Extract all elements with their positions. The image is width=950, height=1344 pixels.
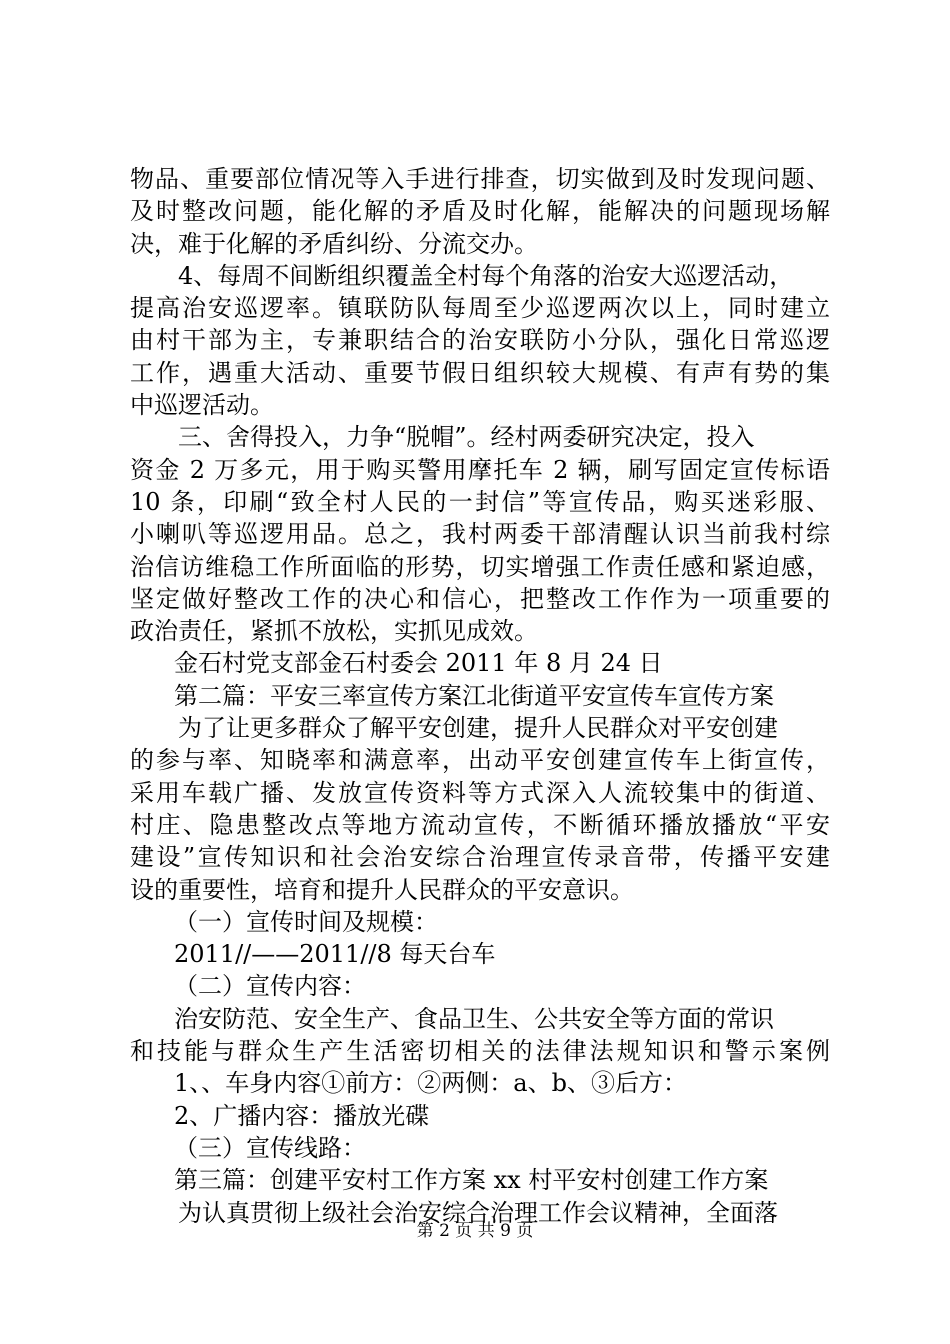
text-line: 10 条，印刷“致全村人民的一封信”等宣传品，购买迷彩服、 bbox=[130, 487, 830, 516]
section-heading: 第二篇：平安三率宣传方案江北街道平安宣传车宣传方案 bbox=[174, 681, 774, 710]
text-line: 工作，遇重大活动、重要节假日组织较大规模、有声有势的集 bbox=[130, 358, 830, 387]
text-line: 治信访维稳工作所面临的形势，切实增强工作责任感和紧迫感， bbox=[130, 552, 830, 581]
text-line: 设的重要性，培育和提升人民群众的平安意识。 bbox=[130, 875, 634, 904]
text-line: 1、、车身内容①前方：②两侧：a、b、③后方： bbox=[174, 1069, 687, 1098]
text-line: 为认真贯彻上级社会治安综合治理工作会议精神，全面落 bbox=[178, 1198, 778, 1227]
text-line: 治安防范、安全生产、食品卫生、公共安全等方面的常识 bbox=[174, 1004, 774, 1033]
text-line: 4、每周不间断组织覆盖全村每个角落的治安大巡逻活动， bbox=[178, 261, 794, 290]
section-heading: 第三篇：创建平安村工作方案 xx 村平安村创建工作方案 bbox=[174, 1166, 769, 1195]
text-line: 三、舍得投入，力争“脱帽”。经村两委研究决定，投入 bbox=[178, 423, 755, 452]
text-line: 政治责任，紧抓不放松，实抓见成效。 bbox=[130, 617, 538, 646]
text-line: 2、广播内容：播放光碟 bbox=[174, 1101, 430, 1130]
subsection-heading: （三）宣传线路： bbox=[174, 1133, 366, 1162]
text-line: 村庄、隐患整改点等地方流动宣传，不断循环播放播放“平安 bbox=[130, 810, 830, 839]
text-line: 决，难于化解的矛盾纠纷、分流交办。 bbox=[130, 229, 538, 258]
subsection-heading: （一）宣传时间及规模： bbox=[174, 907, 438, 936]
text-line: 为了让更多群众了解平安创建，提升人民群众对平安创建 bbox=[178, 714, 778, 743]
subsection-heading: （二）宣传内容： bbox=[174, 972, 366, 1001]
text-line: 由村干部为主，专兼职结合的治安联防小分队，强化日常巡逻 bbox=[130, 326, 830, 355]
text-line: 中巡逻活动。 bbox=[130, 391, 274, 420]
text-line: 及时整改问题，能化解的矛盾及时化解，能解决的问题现场解 bbox=[130, 197, 830, 226]
text-line: 小喇叭等巡逻用品。总之，我村两委干部清醒认识当前我村综 bbox=[130, 520, 830, 549]
text-line: 提高治安巡逻率。镇联防队每周至少巡逻两次以上，同时建立 bbox=[130, 294, 830, 323]
page-number-footer: 第 2 页 共 9 页 bbox=[416, 1221, 534, 1241]
document-body bbox=[130, 163, 830, 1229]
text-line: 建设”宣传知识和社会治安综合治理宣传录音带，传播平安建 bbox=[130, 843, 830, 872]
text-line: 和技能与群众生产生活密切相关的法律法规知识和警示案例 bbox=[130, 1037, 830, 1066]
text-line: 资金 2 万多元，用于购买警用摩托车 2 辆，刷写固定宣传标语 bbox=[130, 455, 830, 484]
text-line: 采用车载广播、发放宣传资料等方式深入人流较集中的街道、 bbox=[130, 778, 830, 807]
text-line: 2011//——2011//8 每天台车 bbox=[174, 940, 496, 969]
text-line: 的参与率、知晓率和满意率，出动平安创建宣传车上街宣传， bbox=[130, 746, 830, 775]
text-line: 物品、重要部位情况等入手进行排查，切实做到及时发现问题、 bbox=[130, 165, 830, 193]
text-line: 坚定做好整改工作的决心和信心，把整改工作作为一项重要的 bbox=[130, 584, 830, 613]
signature-line: 金石村党支部金石村委会 2011 年 8 月 24 日 bbox=[174, 649, 663, 678]
